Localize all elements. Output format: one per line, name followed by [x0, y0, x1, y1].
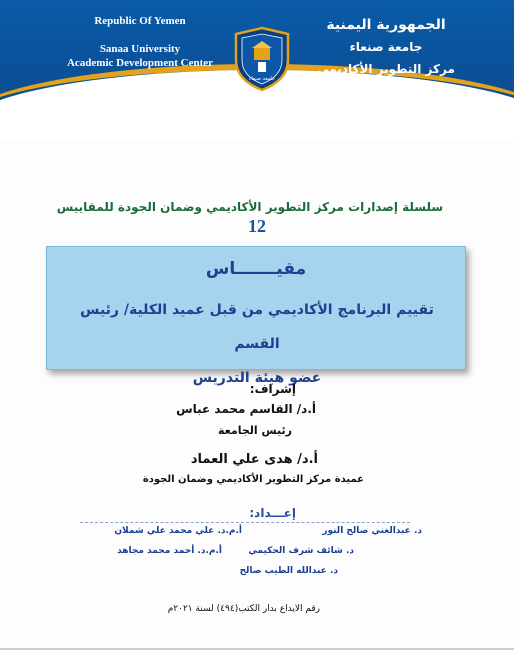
title-box	[46, 246, 466, 386]
preparation-divider	[80, 522, 410, 523]
series-title: سلسلة إصدارات مركز التطوير الأكاديمي وضمان الجودة للمقاييس	[56, 200, 444, 214]
author-name: د. عبدالله الطيب صالح	[239, 566, 338, 576]
header-arabic-line: مركز التطوير الأكاديمي	[317, 62, 455, 76]
supervisor-name: أ.د/ القاسم محمد عباس	[176, 402, 316, 416]
author-name: أ.م.د. أحمد محمد مجاهد	[117, 546, 222, 556]
bottom-rule	[0, 648, 514, 650]
logo-text: جامعة صنعاء	[248, 76, 276, 82]
header-english-line: Sanaa University	[99, 43, 181, 55]
header-banner	[0, 0, 514, 140]
series-number: 12	[248, 216, 266, 236]
preparation-label: إعـــداد:	[249, 506, 296, 520]
scale-title-line: عضو هيئة التدريس	[192, 370, 322, 386]
supervisor-role: رئيس الجامعة	[218, 424, 292, 437]
supervisor-role: عميدة مركز التطوير الأكاديمي وضمان الجودة	[142, 474, 364, 485]
author-name: د. شائف شرف الحكيمي	[248, 546, 354, 556]
university-logo	[232, 26, 292, 92]
scale-heading: مقيـــــــاس	[205, 259, 307, 279]
header-english-line: Academic Development Center	[66, 57, 213, 69]
author-name: د. عبدالغني صالح النور	[322, 526, 422, 536]
header-arabic-line: وضمان الجودة	[343, 84, 429, 98]
supervision-label: إشراف:	[249, 382, 296, 396]
deposit-number: رقم الايداع بدار الكتب(٤٩٤) لسنة ٢٠٢١م	[167, 604, 320, 614]
header-arabic	[286, 14, 486, 102]
header-arabic-line: جامعة صنعاء	[349, 40, 423, 54]
supervisor-name: أ.د/ هدى علي العماد	[190, 452, 318, 467]
author-name: أ.م.د. علي محمد علي شملان	[114, 526, 242, 536]
scale-title	[57, 293, 457, 395]
header-english	[50, 14, 230, 102]
scale-title-line: تقييم البرنامج الأكاديمي من قبل عميد الكلية/ رئيس القسم	[80, 302, 434, 352]
header-arabic-line: الجمهورية اليمنية	[326, 17, 446, 33]
header-english-line: Republic Of Yemen	[94, 15, 186, 27]
header-english-line: & Quality Assurance	[90, 89, 190, 101]
